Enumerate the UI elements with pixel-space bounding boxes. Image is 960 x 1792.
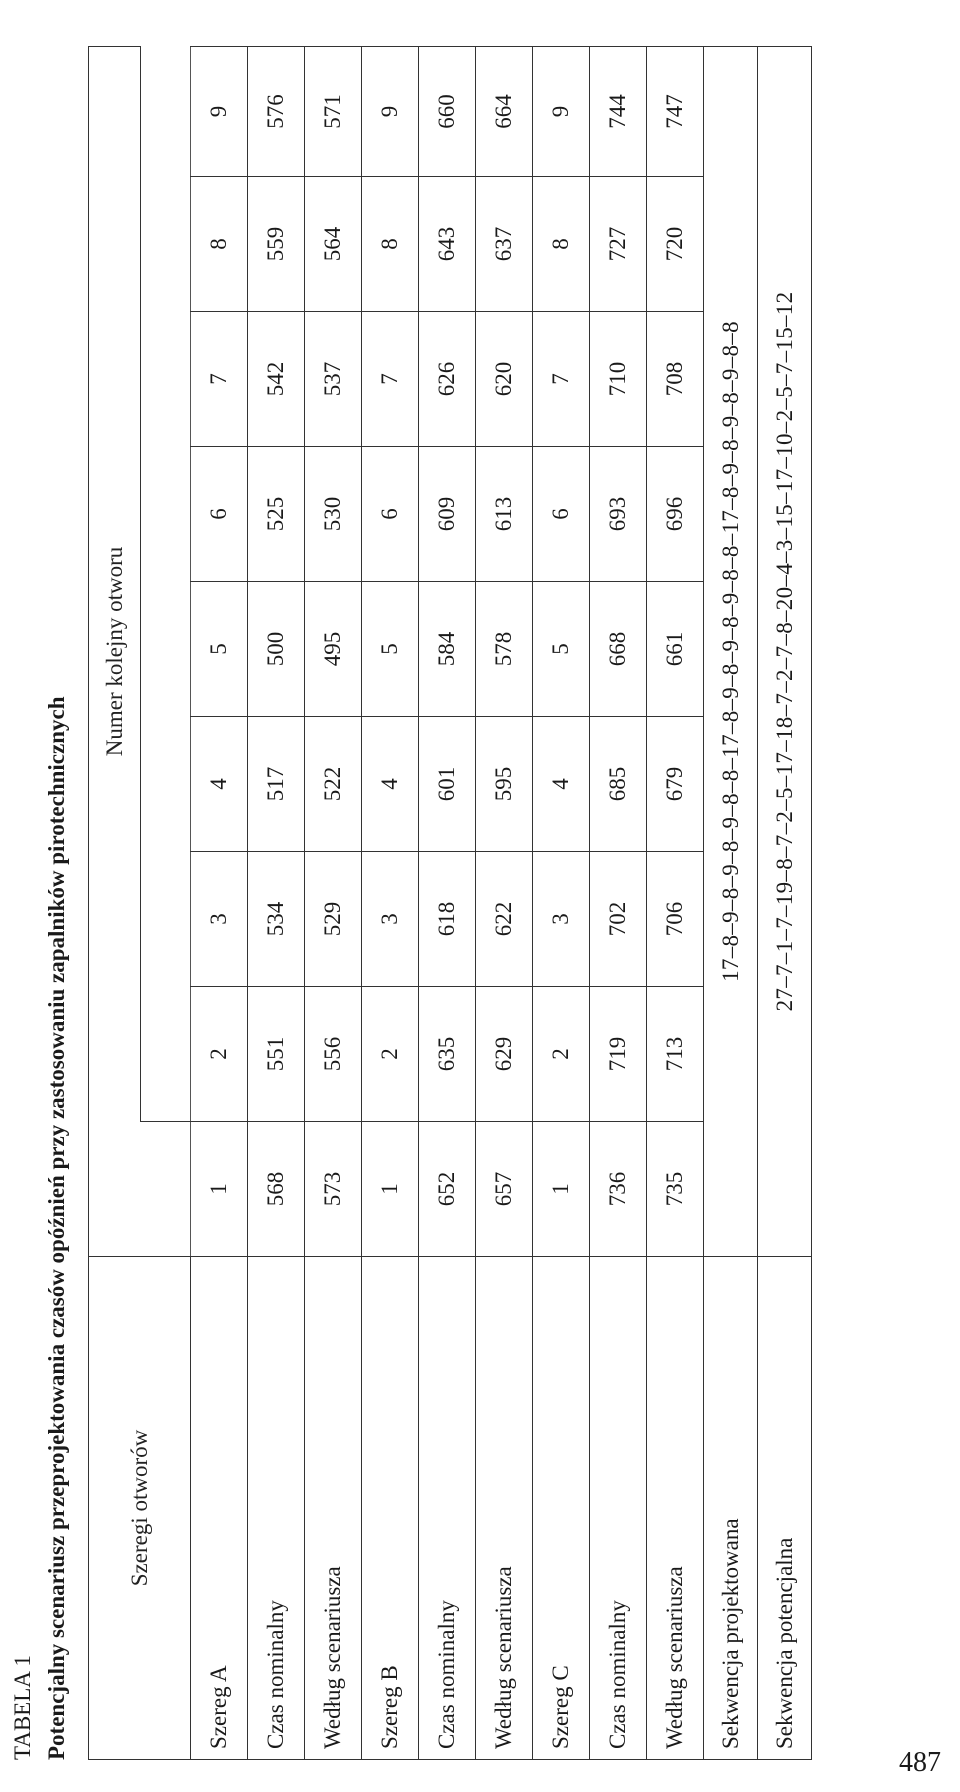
table-row (305, 46, 362, 1759)
table-cell: 609 (419, 447, 476, 582)
table-cell: 2 (191, 987, 248, 1122)
table-cell: 9 (191, 46, 248, 176)
table-cell: 668 (590, 582, 647, 717)
table-cell: 719 (590, 987, 647, 1122)
table-cell: 661 (647, 582, 704, 717)
table-cell: 3 (191, 852, 248, 987)
table-cell: 696 (647, 447, 704, 582)
table-body (191, 46, 812, 1759)
table-cell: 706 (647, 852, 704, 987)
table-cell: 8 (191, 177, 248, 312)
row-label: Szereg B (362, 1257, 419, 1760)
row-label: Szereg C (533, 1257, 590, 1760)
table-cell: 571 (305, 46, 362, 176)
group-header: Numer kolejny otworu (89, 46, 141, 1256)
table-cell: 517 (248, 717, 305, 852)
table-row (191, 46, 248, 1759)
table-cell: 7 (362, 312, 419, 447)
table-cell: 578 (476, 582, 533, 717)
table-cell: 5 (362, 582, 419, 717)
row-label: Według scenariusza (305, 1257, 362, 1760)
sequence-value: 27–7–1–7–19–8–7–2–5–17–18–7–2–7–8–20–4–3–15–17–10–2–5–7–15–12 (758, 46, 812, 1256)
stub-header: Szeregi otworów (89, 1257, 191, 1760)
table-cell: 657 (476, 1122, 533, 1257)
table-cell: 542 (248, 312, 305, 447)
table-cell: 595 (476, 717, 533, 852)
header-row (89, 46, 141, 1759)
table-cell: 1 (533, 1122, 590, 1257)
table-label: TABELA 1 (10, 1655, 35, 1760)
table-cell: 9 (362, 46, 419, 176)
table-cell: 6 (362, 447, 419, 582)
table-cell: 4 (533, 717, 590, 852)
table-cell: 1 (191, 1122, 248, 1257)
table-cell: 522 (305, 717, 362, 852)
table-cell: 747 (647, 46, 704, 176)
table-cell: 620 (476, 312, 533, 447)
row-label: Czas nominalny (590, 1257, 647, 1760)
table-cell: 637 (476, 177, 533, 312)
table-cell: 618 (419, 852, 476, 987)
row-label: Szereg A (191, 1257, 248, 1760)
sequence-label: Sekwencja projektowana (704, 1257, 758, 1760)
table-cell: 5 (533, 582, 590, 717)
table-row (248, 46, 305, 1759)
table-cell: 664 (476, 46, 533, 176)
table-row (590, 46, 647, 1759)
table-cell: 4 (362, 717, 419, 852)
table-cell: 685 (590, 717, 647, 852)
page-number: 487 (899, 1747, 941, 1778)
table-cell: 1 (362, 1122, 419, 1257)
table-cell: 679 (647, 717, 704, 852)
table-cell: 495 (305, 582, 362, 717)
table-cell: 576 (248, 46, 305, 176)
table-cell: 8 (362, 177, 419, 312)
table-cell: 635 (419, 987, 476, 1122)
table-cell: 3 (533, 852, 590, 987)
table-cell: 6 (191, 447, 248, 582)
table-row (533, 46, 590, 1759)
table-cell: 601 (419, 717, 476, 852)
row-label: Według scenariusza (476, 1257, 533, 1760)
table-cell: 7 (533, 312, 590, 447)
table-cell: 556 (305, 987, 362, 1122)
table-cell: 6 (533, 447, 590, 582)
table-cell: 8 (533, 177, 590, 312)
table-row (476, 46, 533, 1759)
table-cell: 4 (191, 717, 248, 852)
table-cell: 727 (590, 177, 647, 312)
table-cell: 613 (476, 447, 533, 582)
table-cell: 568 (248, 1122, 305, 1257)
table-cell: 564 (305, 177, 362, 312)
table-row (647, 46, 704, 1759)
row-label: Czas nominalny (419, 1257, 476, 1760)
row-label: Czas nominalny (248, 1257, 305, 1760)
row-label: Według scenariusza (647, 1257, 704, 1760)
table-cell: 2 (362, 987, 419, 1122)
table-cell: 708 (647, 312, 704, 447)
table-cell: 573 (305, 1122, 362, 1257)
table-cell: 525 (248, 447, 305, 582)
table-cell: 529 (305, 852, 362, 987)
table-cell: 713 (647, 987, 704, 1122)
table-cell: 735 (647, 1122, 704, 1257)
table-cell: 736 (590, 1122, 647, 1257)
table-cell: 530 (305, 447, 362, 582)
table-cell: 652 (419, 1122, 476, 1257)
sequence-row (704, 46, 758, 1759)
table-row (419, 46, 476, 1759)
sequence-label: Sekwencja potencjalna (758, 1257, 812, 1760)
table-cell: 702 (590, 852, 647, 987)
table-title: Potencjalny scenariusz przeprojektowania czasów opóźnień przy zastosowaniu zapalników pirotechnicznych (44, 696, 69, 1760)
table-cell: 660 (419, 46, 476, 176)
table-cell: 710 (590, 312, 647, 447)
table-cell: 551 (248, 987, 305, 1122)
table-cell: 3 (362, 852, 419, 987)
table-cell: 643 (419, 177, 476, 312)
table-cell: 584 (419, 582, 476, 717)
table-cell: 626 (419, 312, 476, 447)
table-cell: 629 (476, 987, 533, 1122)
table-cell: 720 (647, 177, 704, 312)
table-cell: 622 (476, 852, 533, 987)
sequence-value: 17–8–9–8–9–8–9–8–8–17–8–9–8–9–8–9–8–8–17–8–9–8–9–8–9–8–8 (704, 46, 758, 1256)
table-cell: 537 (305, 312, 362, 447)
table-cell: 500 (248, 582, 305, 717)
table-cell: 2 (533, 987, 590, 1122)
table-cell: 9 (533, 46, 590, 176)
table-cell: 693 (590, 447, 647, 582)
table-row (362, 46, 419, 1759)
table-cell: 744 (590, 46, 647, 176)
table-cell: 5 (191, 582, 248, 717)
delay-table (88, 46, 812, 1760)
table-cell: 559 (248, 177, 305, 312)
sequence-row (758, 46, 812, 1759)
table-cell: 534 (248, 852, 305, 987)
table-cell: 7 (191, 312, 248, 447)
